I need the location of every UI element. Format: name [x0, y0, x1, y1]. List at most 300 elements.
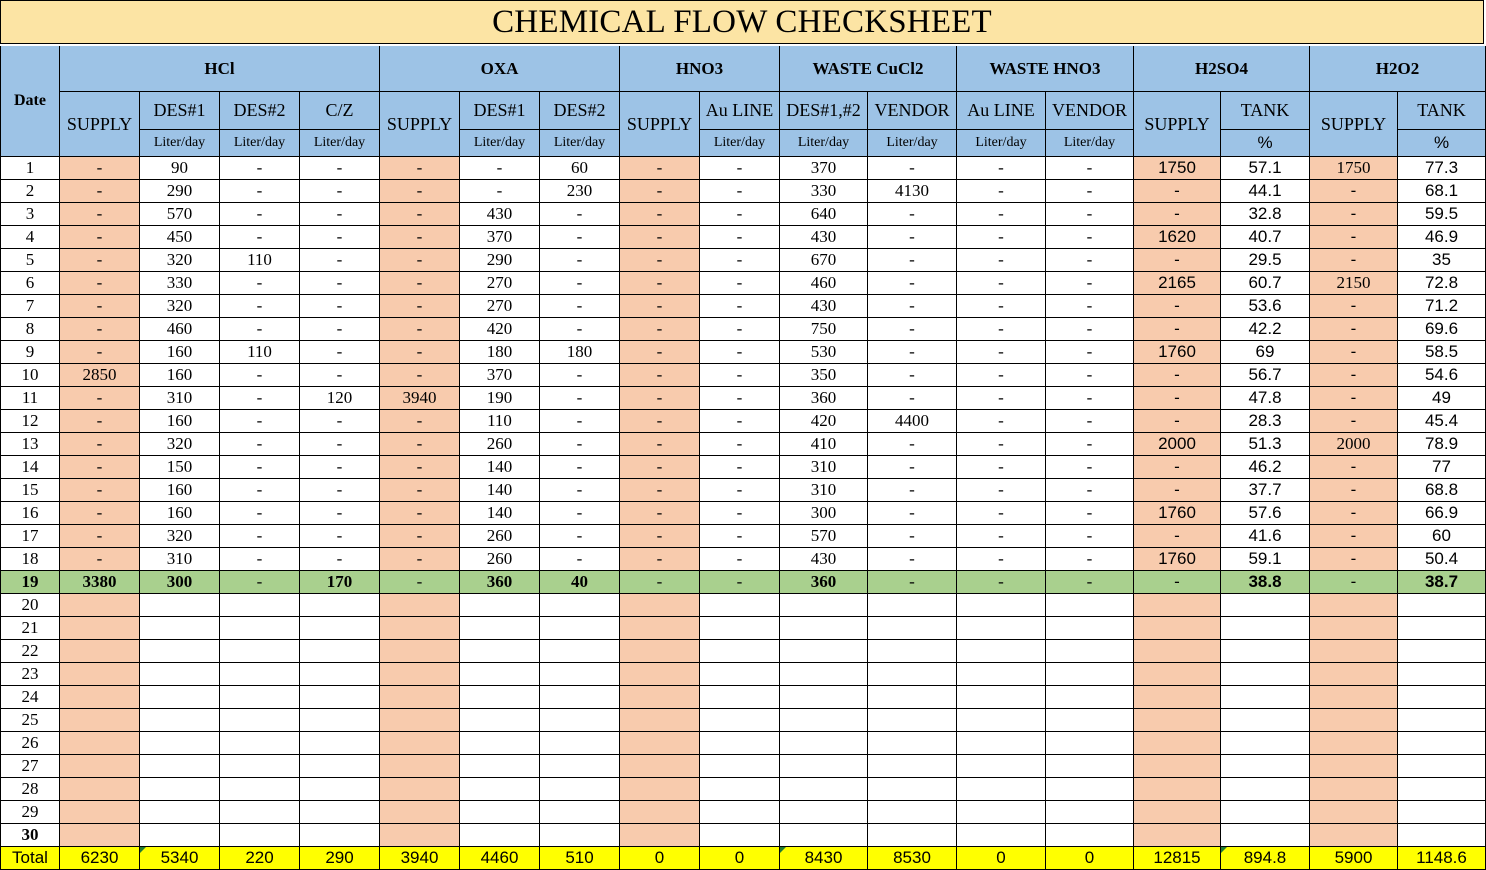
- data-cell[interactable]: 4130: [868, 180, 957, 203]
- data-cell[interactable]: [620, 594, 700, 617]
- total-cell[interactable]: 0: [700, 847, 780, 870]
- data-cell[interactable]: -: [620, 157, 700, 180]
- data-cell[interactable]: [460, 709, 540, 732]
- data-cell[interactable]: 41.6: [1221, 525, 1310, 548]
- data-cell[interactable]: [1310, 801, 1398, 824]
- data-cell[interactable]: -: [700, 203, 780, 226]
- data-cell[interactable]: [1310, 778, 1398, 801]
- data-cell[interactable]: -: [1046, 502, 1134, 525]
- data-cell[interactable]: [60, 778, 140, 801]
- data-cell[interactable]: 60: [540, 157, 620, 180]
- data-cell[interactable]: -: [540, 226, 620, 249]
- data-cell[interactable]: -: [700, 456, 780, 479]
- data-cell[interactable]: [1221, 801, 1310, 824]
- data-cell[interactable]: 150: [140, 456, 220, 479]
- data-cell[interactable]: [1134, 801, 1221, 824]
- data-cell[interactable]: -: [380, 410, 460, 433]
- data-cell[interactable]: 29.5: [1221, 249, 1310, 272]
- data-cell[interactable]: -: [620, 203, 700, 226]
- data-cell[interactable]: -: [620, 226, 700, 249]
- data-cell[interactable]: -: [540, 479, 620, 502]
- data-cell[interactable]: -: [620, 410, 700, 433]
- total-cell[interactable]: 12815: [1134, 847, 1221, 870]
- data-cell[interactable]: 46.2: [1221, 456, 1310, 479]
- data-cell[interactable]: -: [220, 364, 300, 387]
- data-cell[interactable]: 310: [140, 548, 220, 571]
- data-cell[interactable]: -: [620, 295, 700, 318]
- data-cell[interactable]: -: [1310, 180, 1398, 203]
- data-cell[interactable]: 140: [460, 479, 540, 502]
- data-cell[interactable]: 750: [780, 318, 868, 341]
- data-cell[interactable]: -: [540, 272, 620, 295]
- data-cell[interactable]: 35: [1398, 249, 1486, 272]
- data-cell[interactable]: [700, 640, 780, 663]
- data-cell[interactable]: -: [60, 180, 140, 203]
- data-cell[interactable]: -: [60, 249, 140, 272]
- data-cell[interactable]: -: [700, 479, 780, 502]
- data-cell[interactable]: [140, 686, 220, 709]
- data-cell[interactable]: 78.9: [1398, 433, 1486, 456]
- data-cell[interactable]: -: [868, 479, 957, 502]
- data-cell[interactable]: [957, 732, 1046, 755]
- data-cell[interactable]: 290: [460, 249, 540, 272]
- data-cell[interactable]: -: [220, 272, 300, 295]
- data-cell[interactable]: -: [868, 571, 957, 594]
- data-cell[interactable]: [300, 640, 380, 663]
- total-cell[interactable]: 290: [300, 847, 380, 870]
- data-cell[interactable]: -: [1310, 341, 1398, 364]
- data-cell[interactable]: -: [1134, 387, 1221, 410]
- data-cell[interactable]: -: [300, 410, 380, 433]
- data-cell[interactable]: [1134, 755, 1221, 778]
- data-cell[interactable]: [460, 755, 540, 778]
- data-cell[interactable]: [1310, 709, 1398, 732]
- data-cell[interactable]: -: [700, 548, 780, 571]
- data-cell[interactable]: -: [300, 318, 380, 341]
- data-cell[interactable]: [700, 617, 780, 640]
- data-cell[interactable]: [300, 824, 380, 847]
- data-cell[interactable]: -: [868, 387, 957, 410]
- data-cell[interactable]: [1046, 640, 1134, 663]
- data-cell[interactable]: 430: [780, 548, 868, 571]
- data-cell[interactable]: -: [1310, 203, 1398, 226]
- data-cell[interactable]: [1310, 663, 1398, 686]
- data-cell[interactable]: 410: [780, 433, 868, 456]
- data-cell[interactable]: -: [1046, 180, 1134, 203]
- data-cell[interactable]: -: [220, 548, 300, 571]
- data-cell[interactable]: -: [620, 433, 700, 456]
- data-cell[interactable]: 3940: [380, 387, 460, 410]
- data-cell[interactable]: -: [868, 341, 957, 364]
- data-cell[interactable]: [1398, 755, 1486, 778]
- data-cell[interactable]: [60, 640, 140, 663]
- data-cell[interactable]: -: [380, 456, 460, 479]
- data-cell[interactable]: -: [300, 525, 380, 548]
- data-cell[interactable]: [60, 663, 140, 686]
- data-cell[interactable]: [868, 778, 957, 801]
- data-cell[interactable]: -: [1046, 226, 1134, 249]
- data-cell[interactable]: [300, 686, 380, 709]
- data-cell[interactable]: [700, 824, 780, 847]
- total-cell[interactable]: 4460: [460, 847, 540, 870]
- data-cell[interactable]: [1046, 824, 1134, 847]
- data-cell[interactable]: [220, 594, 300, 617]
- data-cell[interactable]: 69.6: [1398, 318, 1486, 341]
- data-cell[interactable]: -: [868, 502, 957, 525]
- data-cell[interactable]: [220, 801, 300, 824]
- data-cell[interactable]: [1398, 732, 1486, 755]
- data-cell[interactable]: [140, 755, 220, 778]
- data-cell[interactable]: [220, 663, 300, 686]
- data-cell[interactable]: [1310, 686, 1398, 709]
- data-cell[interactable]: -: [1046, 548, 1134, 571]
- data-cell[interactable]: -: [700, 502, 780, 525]
- data-cell[interactable]: [300, 617, 380, 640]
- data-cell[interactable]: 320: [140, 249, 220, 272]
- data-cell[interactable]: -: [380, 157, 460, 180]
- data-cell[interactable]: [620, 801, 700, 824]
- data-cell[interactable]: [1221, 663, 1310, 686]
- data-cell[interactable]: 71.2: [1398, 295, 1486, 318]
- data-cell[interactable]: -: [380, 272, 460, 295]
- total-cell[interactable]: 6230: [60, 847, 140, 870]
- data-cell[interactable]: -: [868, 203, 957, 226]
- data-cell[interactable]: -: [380, 226, 460, 249]
- data-cell[interactable]: [1046, 778, 1134, 801]
- data-cell[interactable]: -: [380, 525, 460, 548]
- data-cell[interactable]: [460, 663, 540, 686]
- data-cell[interactable]: [620, 755, 700, 778]
- data-cell[interactable]: -: [1310, 525, 1398, 548]
- data-cell[interactable]: [1134, 663, 1221, 686]
- data-cell[interactable]: 160: [140, 502, 220, 525]
- data-cell[interactable]: [1398, 594, 1486, 617]
- data-cell[interactable]: 460: [780, 272, 868, 295]
- data-cell[interactable]: -: [220, 180, 300, 203]
- data-cell[interactable]: 2000: [1310, 433, 1398, 456]
- data-cell[interactable]: -: [868, 548, 957, 571]
- data-cell[interactable]: -: [1046, 157, 1134, 180]
- data-cell[interactable]: [1046, 801, 1134, 824]
- data-cell[interactable]: [380, 801, 460, 824]
- data-cell[interactable]: [380, 709, 460, 732]
- total-cell[interactable]: 1148.6: [1398, 847, 1486, 870]
- data-cell[interactable]: [60, 732, 140, 755]
- data-cell[interactable]: [540, 778, 620, 801]
- data-cell[interactable]: -: [957, 226, 1046, 249]
- data-cell[interactable]: [220, 732, 300, 755]
- data-cell[interactable]: [220, 709, 300, 732]
- data-cell[interactable]: [1221, 594, 1310, 617]
- data-cell[interactable]: -: [1046, 364, 1134, 387]
- data-cell[interactable]: 42.2: [1221, 318, 1310, 341]
- data-cell[interactable]: -: [60, 318, 140, 341]
- total-cell[interactable]: 8530: [868, 847, 957, 870]
- data-cell[interactable]: 56.7: [1221, 364, 1310, 387]
- data-cell[interactable]: -: [60, 295, 140, 318]
- data-cell[interactable]: -: [1046, 203, 1134, 226]
- data-cell[interactable]: [540, 824, 620, 847]
- data-cell[interactable]: 2150: [1310, 272, 1398, 295]
- data-cell[interactable]: [540, 732, 620, 755]
- data-cell[interactable]: 270: [460, 295, 540, 318]
- data-cell[interactable]: -: [380, 249, 460, 272]
- data-cell[interactable]: 260: [460, 525, 540, 548]
- data-cell[interactable]: [140, 594, 220, 617]
- data-cell[interactable]: -: [220, 157, 300, 180]
- data-cell[interactable]: 60: [1398, 525, 1486, 548]
- data-cell[interactable]: 40: [540, 571, 620, 594]
- data-cell[interactable]: [1221, 732, 1310, 755]
- data-cell[interactable]: -: [1134, 571, 1221, 594]
- data-cell[interactable]: [380, 732, 460, 755]
- data-cell[interactable]: -: [300, 341, 380, 364]
- data-cell[interactable]: [1221, 640, 1310, 663]
- data-cell[interactable]: [540, 617, 620, 640]
- data-cell[interactable]: [1398, 824, 1486, 847]
- data-cell[interactable]: 450: [140, 226, 220, 249]
- data-cell[interactable]: -: [1046, 341, 1134, 364]
- data-cell[interactable]: 420: [460, 318, 540, 341]
- data-cell[interactable]: -: [620, 479, 700, 502]
- data-cell[interactable]: 1620: [1134, 226, 1221, 249]
- total-cell[interactable]: 0: [957, 847, 1046, 870]
- data-cell[interactable]: -: [220, 203, 300, 226]
- data-cell[interactable]: -: [700, 318, 780, 341]
- data-cell[interactable]: -: [380, 571, 460, 594]
- data-cell[interactable]: [460, 801, 540, 824]
- data-cell[interactable]: -: [1046, 525, 1134, 548]
- data-cell[interactable]: 2000: [1134, 433, 1221, 456]
- data-cell[interactable]: -: [1134, 525, 1221, 548]
- data-cell[interactable]: 59.5: [1398, 203, 1486, 226]
- data-cell[interactable]: 190: [460, 387, 540, 410]
- data-cell[interactable]: 50.4: [1398, 548, 1486, 571]
- data-cell[interactable]: 47.8: [1221, 387, 1310, 410]
- data-cell[interactable]: -: [460, 180, 540, 203]
- data-cell[interactable]: -: [957, 502, 1046, 525]
- data-cell[interactable]: 1760: [1134, 341, 1221, 364]
- data-cell[interactable]: 370: [780, 157, 868, 180]
- data-cell[interactable]: -: [1134, 249, 1221, 272]
- data-cell[interactable]: 310: [780, 479, 868, 502]
- data-cell[interactable]: 77: [1398, 456, 1486, 479]
- data-cell[interactable]: -: [540, 318, 620, 341]
- data-cell[interactable]: 640: [780, 203, 868, 226]
- data-cell[interactable]: [540, 755, 620, 778]
- data-cell[interactable]: -: [868, 525, 957, 548]
- data-cell[interactable]: 1760: [1134, 502, 1221, 525]
- data-cell[interactable]: [1310, 824, 1398, 847]
- data-cell[interactable]: 160: [140, 341, 220, 364]
- data-cell[interactable]: [1134, 594, 1221, 617]
- data-cell[interactable]: -: [957, 571, 1046, 594]
- data-cell[interactable]: 310: [140, 387, 220, 410]
- data-cell[interactable]: -: [1046, 479, 1134, 502]
- data-cell[interactable]: [540, 594, 620, 617]
- data-cell[interactable]: -: [700, 571, 780, 594]
- data-cell[interactable]: [1046, 755, 1134, 778]
- data-cell[interactable]: -: [1310, 387, 1398, 410]
- data-cell[interactable]: [957, 686, 1046, 709]
- data-cell[interactable]: -: [1134, 410, 1221, 433]
- data-cell[interactable]: [460, 732, 540, 755]
- data-cell[interactable]: [140, 640, 220, 663]
- data-cell[interactable]: -: [868, 157, 957, 180]
- data-cell[interactable]: 430: [460, 203, 540, 226]
- data-cell[interactable]: [780, 663, 868, 686]
- data-cell[interactable]: [1046, 617, 1134, 640]
- data-cell[interactable]: 530: [780, 341, 868, 364]
- data-cell[interactable]: -: [380, 180, 460, 203]
- data-cell[interactable]: -: [957, 341, 1046, 364]
- data-cell[interactable]: [620, 617, 700, 640]
- data-cell[interactable]: -: [60, 433, 140, 456]
- data-cell[interactable]: 38.8: [1221, 571, 1310, 594]
- data-cell[interactable]: -: [620, 272, 700, 295]
- data-cell[interactable]: [1221, 778, 1310, 801]
- data-cell[interactable]: [1398, 617, 1486, 640]
- data-cell[interactable]: -: [1310, 548, 1398, 571]
- data-cell[interactable]: -: [380, 341, 460, 364]
- data-cell[interactable]: -: [540, 364, 620, 387]
- data-cell[interactable]: 430: [780, 295, 868, 318]
- data-cell[interactable]: -: [868, 295, 957, 318]
- data-cell[interactable]: -: [220, 525, 300, 548]
- data-cell[interactable]: 430: [780, 226, 868, 249]
- data-cell[interactable]: -: [60, 548, 140, 571]
- data-cell[interactable]: -: [1046, 318, 1134, 341]
- data-cell[interactable]: -: [1310, 479, 1398, 502]
- data-cell[interactable]: [700, 663, 780, 686]
- data-cell[interactable]: -: [220, 387, 300, 410]
- data-cell[interactable]: 66.9: [1398, 502, 1486, 525]
- data-cell[interactable]: [1134, 709, 1221, 732]
- data-cell[interactable]: -: [957, 180, 1046, 203]
- data-cell[interactable]: 330: [140, 272, 220, 295]
- data-cell[interactable]: -: [957, 387, 1046, 410]
- data-cell[interactable]: [60, 686, 140, 709]
- data-cell[interactable]: -: [620, 180, 700, 203]
- data-cell[interactable]: -: [1134, 479, 1221, 502]
- data-cell[interactable]: -: [540, 525, 620, 548]
- data-cell[interactable]: [780, 732, 868, 755]
- data-cell[interactable]: 260: [460, 433, 540, 456]
- data-cell[interactable]: [700, 594, 780, 617]
- data-cell[interactable]: -: [60, 157, 140, 180]
- data-cell[interactable]: 3380: [60, 571, 140, 594]
- data-cell[interactable]: 350: [780, 364, 868, 387]
- data-cell[interactable]: 320: [140, 433, 220, 456]
- data-cell[interactable]: [1221, 755, 1310, 778]
- data-cell[interactable]: 1750: [1310, 157, 1398, 180]
- data-cell[interactable]: [300, 755, 380, 778]
- data-cell[interactable]: -: [300, 226, 380, 249]
- data-cell[interactable]: [620, 824, 700, 847]
- data-cell[interactable]: [540, 640, 620, 663]
- data-cell[interactable]: -: [1046, 272, 1134, 295]
- data-cell[interactable]: -: [868, 318, 957, 341]
- data-cell[interactable]: [780, 640, 868, 663]
- data-cell[interactable]: [1134, 732, 1221, 755]
- data-cell[interactable]: -: [60, 502, 140, 525]
- data-cell[interactable]: [1134, 778, 1221, 801]
- data-cell[interactable]: [140, 617, 220, 640]
- data-cell[interactable]: 310: [780, 456, 868, 479]
- data-cell[interactable]: -: [620, 571, 700, 594]
- data-cell[interactable]: -: [700, 525, 780, 548]
- data-cell[interactable]: -: [540, 387, 620, 410]
- data-cell[interactable]: -: [1134, 295, 1221, 318]
- data-cell[interactable]: [957, 824, 1046, 847]
- data-cell[interactable]: [380, 640, 460, 663]
- data-cell[interactable]: -: [1310, 249, 1398, 272]
- data-cell[interactable]: 300: [780, 502, 868, 525]
- data-cell[interactable]: [220, 824, 300, 847]
- data-cell[interactable]: -: [300, 479, 380, 502]
- data-cell[interactable]: -: [700, 433, 780, 456]
- data-cell[interactable]: -: [380, 318, 460, 341]
- data-cell[interactable]: [380, 594, 460, 617]
- data-cell[interactable]: [1134, 824, 1221, 847]
- data-cell[interactable]: -: [957, 479, 1046, 502]
- data-cell[interactable]: [868, 801, 957, 824]
- data-cell[interactable]: [140, 778, 220, 801]
- data-cell[interactable]: 28.3: [1221, 410, 1310, 433]
- data-cell[interactable]: 1760: [1134, 548, 1221, 571]
- data-cell[interactable]: 160: [140, 364, 220, 387]
- data-cell[interactable]: [460, 778, 540, 801]
- data-cell[interactable]: [380, 755, 460, 778]
- data-cell[interactable]: -: [1310, 295, 1398, 318]
- total-cell[interactable]: 220: [220, 847, 300, 870]
- data-cell[interactable]: [1310, 640, 1398, 663]
- data-cell[interactable]: [140, 801, 220, 824]
- data-cell[interactable]: [1046, 709, 1134, 732]
- data-cell[interactable]: [868, 755, 957, 778]
- data-cell[interactable]: [300, 709, 380, 732]
- data-cell[interactable]: 320: [140, 525, 220, 548]
- data-cell[interactable]: [700, 778, 780, 801]
- data-cell[interactable]: 45.4: [1398, 410, 1486, 433]
- total-cell[interactable]: 3940: [380, 847, 460, 870]
- data-cell[interactable]: [1046, 732, 1134, 755]
- data-cell[interactable]: -: [1134, 203, 1221, 226]
- data-cell[interactable]: -: [957, 364, 1046, 387]
- data-cell[interactable]: -: [60, 203, 140, 226]
- data-cell[interactable]: [540, 686, 620, 709]
- data-cell[interactable]: [460, 824, 540, 847]
- data-cell[interactable]: [868, 732, 957, 755]
- data-cell[interactable]: -: [300, 272, 380, 295]
- data-cell[interactable]: -: [60, 479, 140, 502]
- data-cell[interactable]: 37.7: [1221, 479, 1310, 502]
- data-cell[interactable]: [460, 594, 540, 617]
- data-cell[interactable]: -: [700, 272, 780, 295]
- data-cell[interactable]: -: [957, 249, 1046, 272]
- data-cell[interactable]: -: [300, 433, 380, 456]
- data-cell[interactable]: 54.6: [1398, 364, 1486, 387]
- data-cell[interactable]: 38.7: [1398, 571, 1486, 594]
- data-cell[interactable]: -: [300, 502, 380, 525]
- data-cell[interactable]: -: [1134, 180, 1221, 203]
- data-cell[interactable]: -: [1134, 318, 1221, 341]
- data-cell[interactable]: [620, 732, 700, 755]
- data-cell[interactable]: 44.1: [1221, 180, 1310, 203]
- data-cell[interactable]: 40.7: [1221, 226, 1310, 249]
- data-cell[interactable]: 160: [140, 479, 220, 502]
- data-cell[interactable]: [1398, 640, 1486, 663]
